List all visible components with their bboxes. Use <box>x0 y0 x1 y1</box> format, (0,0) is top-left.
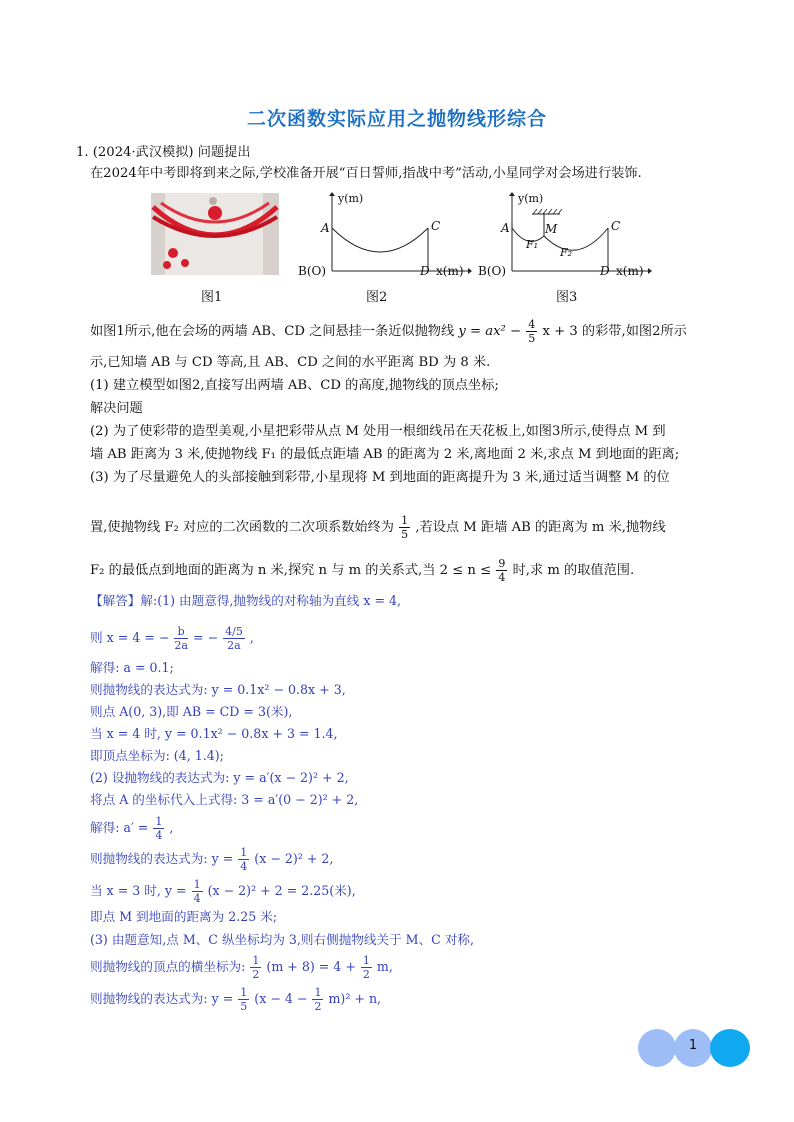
solution-line-6: 当 x = 4 时, y = 0.1x² − 0.8x + 3 = 1.4, <box>90 726 338 741</box>
figure-3-caption: 图3 <box>556 290 578 305</box>
fig3-y-label: y(m) <box>518 192 544 205</box>
problem-header: 1. (2024·武汉模拟) 问题提出 <box>76 145 251 160</box>
figure-2 <box>298 192 470 284</box>
question-3c: F₂ 的最低点到地面的距离为 n 米,探究 n 与 m 的关系式,当 2 ≤ n ≤ $\frac{9}{4}$ 时,求 m 的取值范围. <box>90 557 635 584</box>
question-3b: 置,使抛物线 F₂ 对应的二次函数的二次项系数始终为 $\frac{1}{5}$ ,若设点 M 距墙 AB 的距离为 m 米,抛物线 <box>90 514 666 541</box>
frac-1-5: $\frac{1}{5}$ <box>401 514 409 541</box>
page-badge-left-circle <box>638 1029 676 1067</box>
solution-line-10: 解得: a′ = $\frac{1}{4}$ , <box>90 815 174 842</box>
solution-line-3: 解得: a = 0.1; <box>90 660 174 675</box>
section-heading: 解决问题 <box>90 401 143 416</box>
solution-line-8: (2) 设抛物线的表达式为: y = a′(x − 2)² + 2, <box>90 770 349 785</box>
fig3-point-d: D <box>600 264 610 278</box>
solution-line-12: 当 x = 3 时, y = $\frac{1}{4}$ (x − 2)² + 2 = 2.25(米), <box>90 878 356 905</box>
question-2a: (2) 为了使彩带的造型美观,小星把彩带从点 M 处用一根细线吊在天花板上,如图3所示,使得点 M 到 <box>90 424 666 439</box>
fig2-point-d: D <box>420 264 430 278</box>
problem-para-1a: 如图1所示,他在会场的两墙 AB、CD 之间悬挂一条近似抛物线 y = ax² − $\frac{4}{5}$ x + 3 的彩带,如图2所示 <box>90 318 687 345</box>
fig3-label-f1: F₁ <box>526 238 539 251</box>
fig3-point-b: B(O) <box>478 264 507 278</box>
solution-line-14: (3) 由题意知,点 M、C 纵坐标均为 3,则右侧抛物线关于 M、C 对称, <box>90 932 475 947</box>
solution-line-15: 则抛物线的顶点的横坐标为: $\frac{1}{2}$ (m + 8) = 4 + $\frac{1}{2}$ m, <box>90 954 393 981</box>
figure-2-caption: 图2 <box>366 290 388 305</box>
fig3-point-m: M <box>545 222 558 236</box>
solution-line-7: 即顶点坐标为: (4, 1.4); <box>90 748 224 763</box>
frac-9-4: $\frac{9}{4}$ <box>498 557 506 584</box>
figure-3 <box>478 192 658 284</box>
solution-line-13: 即点 M 到地面的距离为 2.25 米; <box>90 909 278 924</box>
page-title: 二次函数实际应用之抛物线形综合 <box>246 108 547 130</box>
fig2-point-a: A <box>321 221 330 235</box>
page-number: 1 <box>688 1038 698 1053</box>
question-3a: (3) 为了尽量避免人的头部接触到彩带,小星现将 M 到地面的距离提升为 3 米,通过适当调整 M 的位 <box>90 470 670 485</box>
solution-line-9: 将点 A 的坐标代入上式得: 3 = a′(0 − 2)² + 2, <box>90 792 359 807</box>
frac-4-5: $\frac{4}{5}$ <box>528 318 536 345</box>
solution-line-2: 则 x = 4 = − $\frac{b}{2a}$ = − $\frac{4/5}{2a}$ , <box>90 625 254 652</box>
solution-line-1: 【解答】解:(1) 由题意得,抛物线的对称轴为直线 x = 4, <box>90 593 402 608</box>
fig2-point-c: C <box>431 219 441 233</box>
question-1: (1) 建立模型如图2,直接写出两墙 AB、CD 的高度,抛物线的顶点坐标; <box>90 378 499 393</box>
fig2-point-b: B(O) <box>298 264 327 278</box>
question-2b: 墙 AB 距离为 3 米,使抛物线 F₁ 的最低点距墙 AB 的距离为 2 米,离地面 2 米,求点 M 到地面的距离; <box>90 447 680 462</box>
solution-tag: 【解答】 <box>90 593 141 608</box>
solution-line-4: 则抛物线的表达式为: y = 0.1x² − 0.8x + 3, <box>90 682 346 697</box>
fig2-x-label: x(m) <box>436 264 464 278</box>
fig3-point-a: A <box>501 221 510 235</box>
fig3-label-f2: F₂ <box>560 246 573 259</box>
solution-line-11: 则抛物线的表达式为: y = $\frac{1}{4}$ (x − 2)² + 2, <box>90 846 334 873</box>
fig3-point-c: C <box>611 219 621 233</box>
figure-1-photo <box>151 193 279 275</box>
problem-intro: 在2024年中考即将到来之际,学校准备开展“百日誓师,指战中考”活动,小星同学对会场进行装饰. <box>90 166 642 181</box>
fig2-y-label: y(m) <box>338 192 364 205</box>
fig3-x-label: x(m) <box>616 264 644 278</box>
page-badge-right-circle <box>710 1029 750 1067</box>
figure-1-caption: 图1 <box>201 290 223 305</box>
solution-line-5: 则点 A(0, 3),即 AB = CD = 3(米), <box>90 704 293 719</box>
problem-para-1b: 示,已知墙 AB 与 CD 等高,且 AB、CD 之间的水平距离 BD 为 8 米. <box>90 355 491 370</box>
solution-line-16: 则抛物线的表达式为: y = $\frac{1}{5}$ (x − 4 − $\frac{1}{2}$ m)² + n, <box>90 986 382 1013</box>
